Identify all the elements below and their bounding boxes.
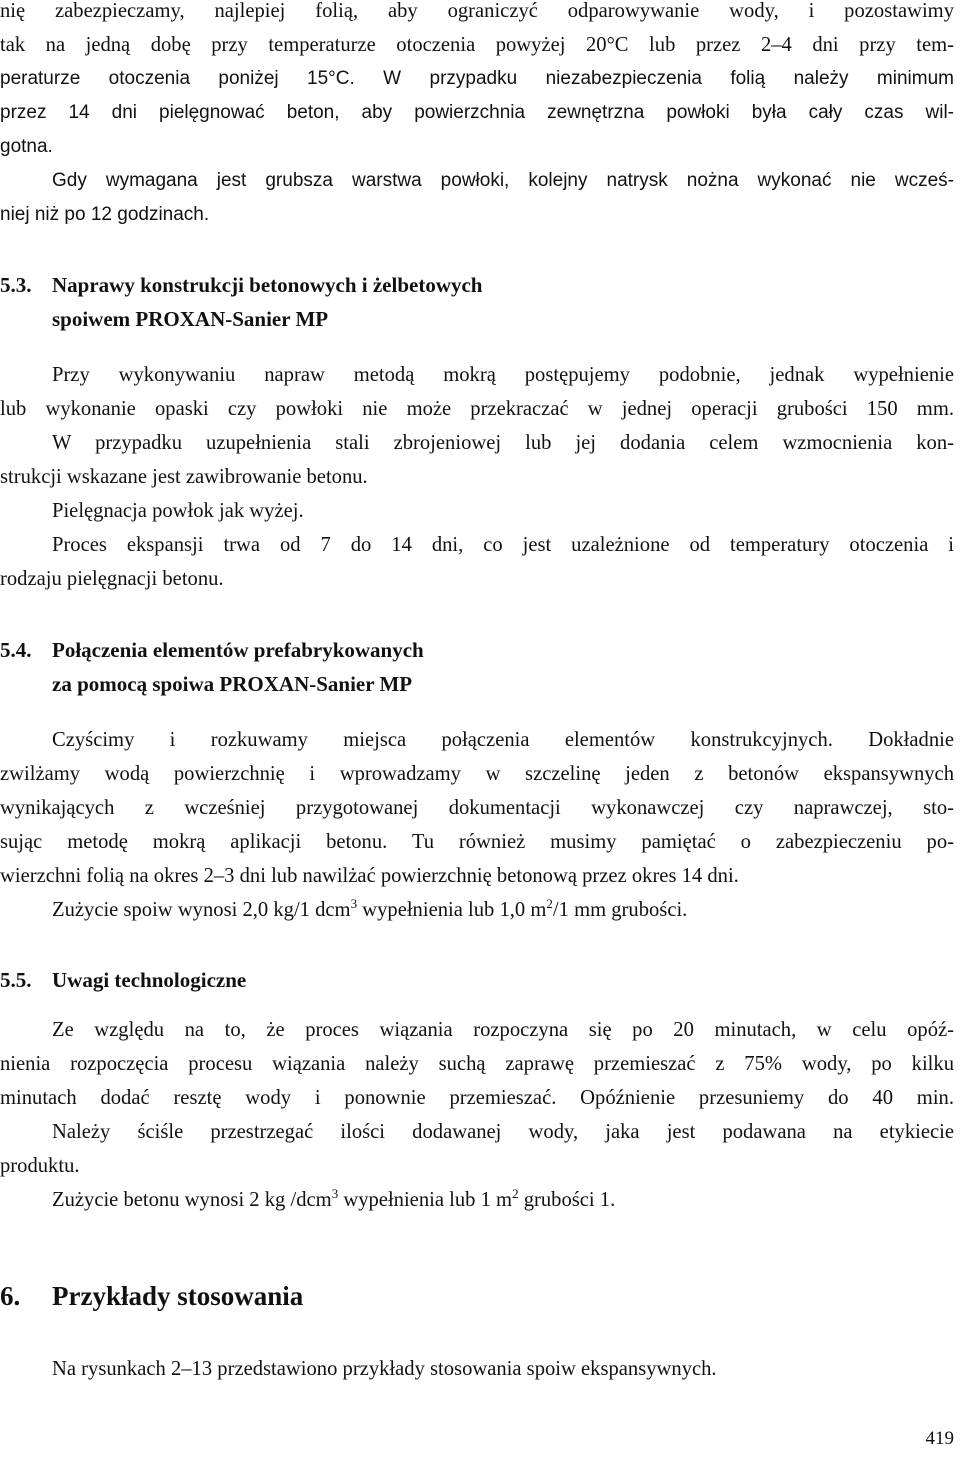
section-number: 5.3. <box>0 273 32 297</box>
section-title: Połączenia elementów prefabrykowanych <box>52 638 424 662</box>
superscript: 2 <box>546 896 553 911</box>
paragraph-line: peraturze otoczenia poniżej 15°C. W przypadku niezabezpieczenia folią należy minimum <box>0 68 954 89</box>
usage-line <box>52 893 954 927</box>
paragraph-line: wynikających z wcześniej przygotowanej dokumentacji wykonawczej czy naprawczej, sto- <box>0 797 954 819</box>
paragraph-line: nienia rozpoczęcia procesu wiązania należy suchą zaprawę przemieszać z 75% wody, po kilku <box>0 1053 954 1075</box>
paragraph-line: Gdy wymagana jest grubsza warstwa powłoki, kolejny natrysk nożna wykonać nie wcześ- <box>52 170 954 191</box>
section-title: za pomocą spoiwa PROXAN-Sanier MP <box>52 672 413 696</box>
usage-text: wypełnienia lub 1 m <box>338 1189 513 1211</box>
usage-text: wypełnienia lub 1,0 m <box>357 899 547 921</box>
paragraph-line: tak na jedną dobę przy temperaturze otoczenia powyżej 20°C lub przez 2–4 dni przy tem- <box>0 34 954 56</box>
paragraph-line: sując metodę mokrą aplikacji betonu. Tu również musimy pamiętać o zabezpieczeniu po- <box>0 831 954 853</box>
chapter-title: Przykłady stosowania <box>52 1281 304 1311</box>
paragraph-line: gotna. <box>0 136 53 157</box>
paragraph-line: lub wykonanie opaski czy powłoki nie może przekraczać w jednej operacji grubości 150 mm. <box>0 398 954 420</box>
usage-text: Zużycie spoiw wynosi 2,0 kg/1 dcm <box>52 899 351 921</box>
usage-text: /1 mm grubości. <box>552 899 688 921</box>
paragraph-line: rodzaju pielęgnacji betonu. <box>0 568 224 590</box>
paragraph-line: Ze względu na to, że proces wiązania rozpoczyna się po 20 minutach, w celu opóź- <box>52 1019 954 1041</box>
section-number: 5.5. <box>0 968 32 992</box>
section-title: Naprawy konstrukcji betonowych i żelbetowych <box>52 273 483 297</box>
usage-text: grubości 1. <box>518 1189 616 1211</box>
page-number: 419 <box>925 1428 954 1449</box>
superscript: 2 <box>512 1186 519 1201</box>
paragraph-line: Czyścimy i rozkuwamy miejsca połączenia elementów konstrukcyjnych. Dokładnie <box>52 729 954 751</box>
superscript: 3 <box>331 1186 339 1201</box>
paragraph-line: Przy wykonywaniu napraw metodą mokrą postępujemy podobnie, jednak wypełnienie <box>52 364 954 386</box>
paragraph-line: nię zabezpieczamy, najlepiej folią, aby ograniczyć odparowywanie wody, i pozostawimy <box>0 0 954 22</box>
paragraph-line: Pielęgnacja powłok jak wyżej. <box>52 500 304 522</box>
paragraph-line: strukcji wskazane jest zawibrowanie betonu. <box>0 466 368 488</box>
usage-text: Zużycie betonu wynosi 2 kg /dcm <box>52 1189 332 1211</box>
paragraph-line: przez 14 dni pielęgnować beton, aby powierzchnia zewnętrzna powłoki była cały czas wil- <box>0 102 954 123</box>
usage-line <box>52 1183 954 1217</box>
paragraph-line: zwilżamy wodą powierzchnię i wprowadzamy w szczelinę jeden z betonów ekspansywnych <box>0 763 954 785</box>
paragraph-line: Należy ściśle przestrzegać ilości dodawanej wody, jaka jest podawana na etykiecie <box>52 1121 954 1143</box>
paragraph-line: niej niż po 12 godzinach. <box>0 204 210 225</box>
section-title: Uwagi technologiczne <box>52 968 247 992</box>
paragraph-line: W przypadku uzupełnienia stali zbrojeniowej lub jej dodania celem wzmocnienia kon- <box>52 432 954 454</box>
section-number: 5.4. <box>0 638 32 662</box>
section-title: spoiwem PROXAN-Sanier MP <box>52 307 329 331</box>
paragraph-line: Proces ekspansji trwa od 7 do 14 dni, co jest uzależnione od temperatury otoczenia i <box>52 534 954 556</box>
paragraph-line: produktu. <box>0 1155 80 1177</box>
superscript: 3 <box>350 896 358 911</box>
paragraph-line: minutach dodać resztę wody i ponownie przemieszać. Opóźnienie przesuniemy do 40 min. <box>0 1087 954 1109</box>
chapter-number: 6. <box>0 1281 21 1311</box>
paragraph-line: Na rysunkach 2–13 przedstawiono przykłady stosowania spoiw ekspansywnych. <box>52 1358 717 1380</box>
paragraph-line: wierzchni folią na okres 2–3 dni lub nawilżać powierzchnię betonową przez okres 14 dni. <box>0 865 739 887</box>
